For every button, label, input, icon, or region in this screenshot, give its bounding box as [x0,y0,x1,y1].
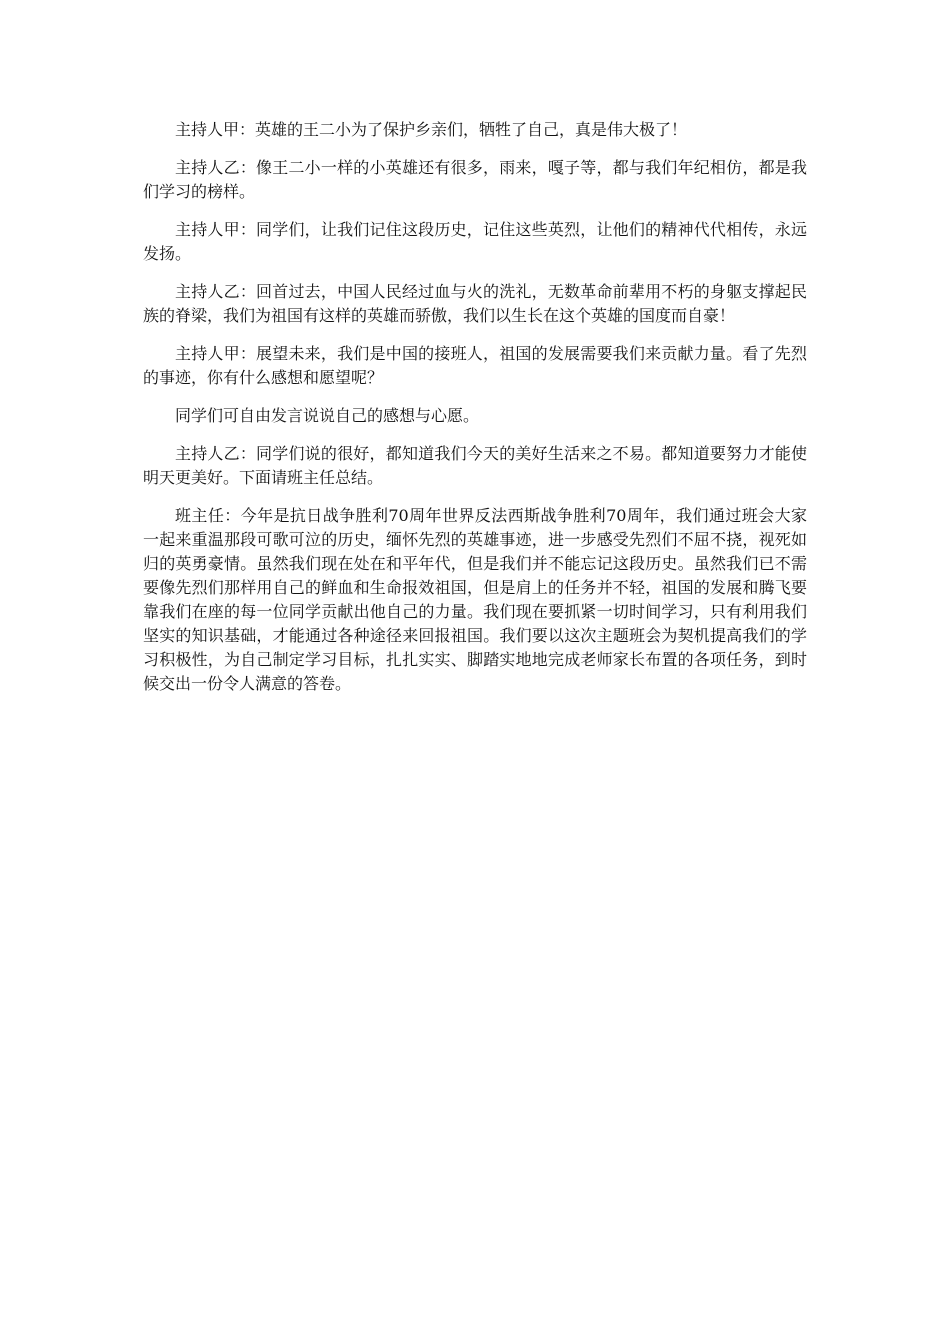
paragraph-host-b-1: 主持人乙：像王二小一样的小英雄还有很多，雨来，嘎子等，都与我们年纪相仿，都是我们学习的榜样。 [143,158,807,201]
paragraph-student-speech: 同学们可自由发言说说自己的感想与心愿。 [175,406,480,425]
paragraph-teacher-summary: 班主任：今年是抗日战争胜利70周年世界反法西斯战争胜利70周年，我们通过班会大家一起来重温那段可歌可泣的历史，缅怀先烈的英雄事迹，进一步感受先烈们不屈不挠，视死如归的英勇豪情。虽然我们现在处在和平年代，但是我们并不能忘记这段历史。虽然我们已不需要像先烈们那样用自己的鲜血和生命报效祖国，但是肩上的任务并不轻，祖国的发展和腾飞要靠我们在座的每一位同学贡献出他自己的力量。我们现在要抓紧一切时间学习，只有利用我们坚实的知识基础，才能通过各种途径来回报祖国。我们要以这次主题班会为契机提高我们的学习积极性，为自己制定学习目标，扎扎实实、脚踏实地地完成老师家长布置的各项任务，到时候交出一份令人满意的答卷。 [143,506,807,693]
paragraph-host-a-1: 主持人甲：英雄的王二小为了保护乡亲们，牺牲了自己，真是伟大极了！ [175,120,688,139]
document-body [143,118,807,710]
paragraph-host-a-2: 主持人甲：同学们，让我们记住这段历史，记住这些英烈，让他们的精神代代相传，永远发扬。 [143,220,807,263]
paragraph-host-a-3: 主持人甲：展望未来，我们是中国的接班人，祖国的发展需要我们来贡献力量。看了先烈的事迹，你有什么感想和愿望呢？ [143,344,807,387]
paragraph-host-b-3: 主持人乙：同学们说的很好，都知道我们今天的美好生活来之不易。都知道要努力才能使明天更美好。下面请班主任总结。 [143,444,807,487]
paragraph-host-b-2: 主持人乙：回首过去，中国人民经过血与火的洗礼，无数革命前辈用不朽的身躯支撑起民族的脊梁，我们为祖国有这样的英雄而骄傲，我们以生长在这个英雄的国度而自豪！ [143,282,807,325]
